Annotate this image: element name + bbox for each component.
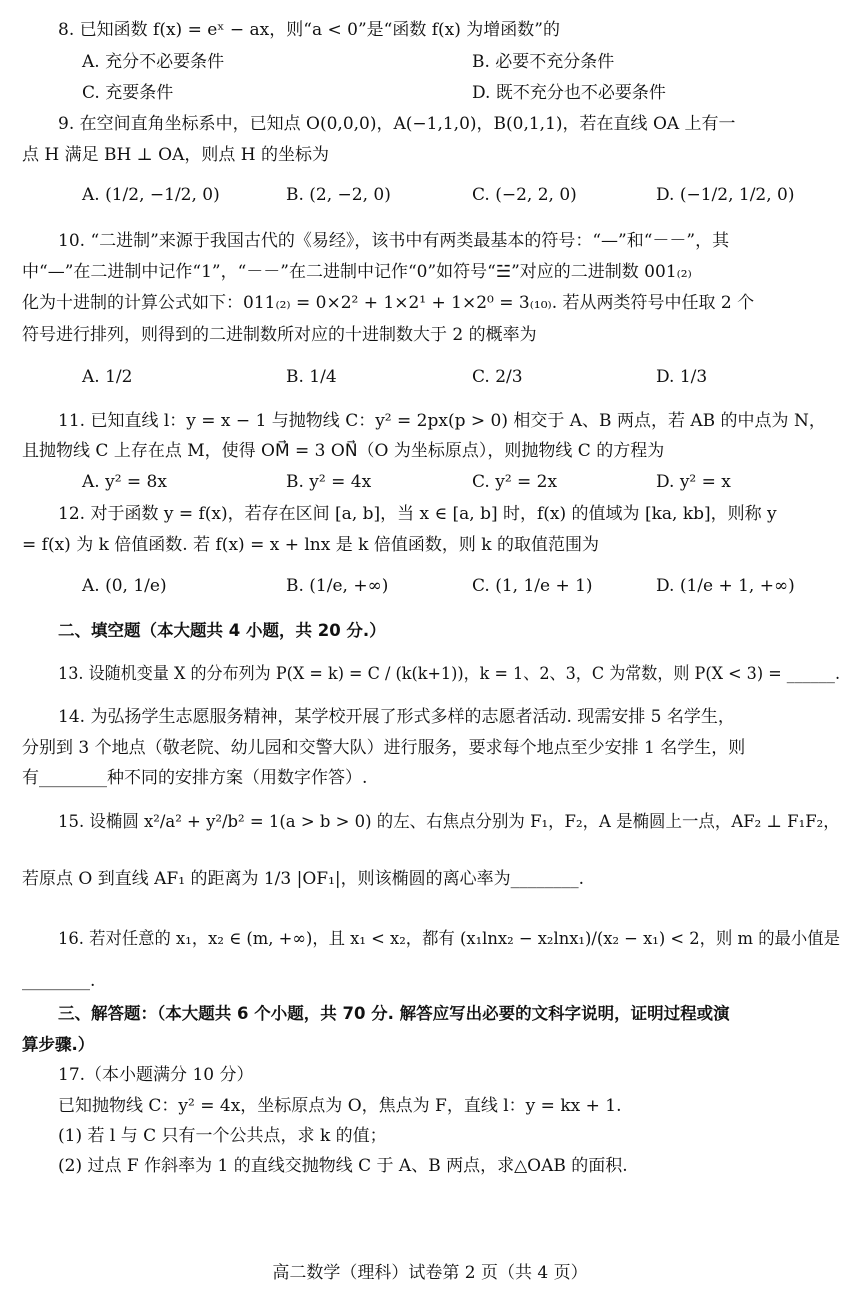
q10-line1: 10. “二进制”来源于我国古代的《易经》，该书中有两类最基本的符号：“—”和“－－”，其 [58, 231, 730, 251]
section3-heading-line1: 三、解答题：（本大题共 6 个小题，共 70 分. 解答应写出必要的文科字说明，证明过程或演 [58, 1004, 730, 1023]
q10-option-b: B. 1/4 [286, 367, 337, 387]
q11-option-d: D. y² = x [656, 472, 731, 492]
q12-line1: 12. 对于函数 y = f(x)，若存在区间 [a, b]，当 x ∈ [a, b] 时，f(x) 的值域为 [ka, kb]，则称 y [58, 504, 777, 524]
q12-option-d: D. (1/e + 1, +∞) [656, 576, 795, 596]
q8-stem: 8. 已知函数 f(x) = eˣ − ax，则“a < 0”是“函数 f(x) 为增函数”的 [58, 20, 560, 40]
q11-option-b: B. y² = 4x [286, 472, 372, 492]
q17-part2: (2) 过点 F 作斜率为 1 的直线交抛物线 C 于 A、B 两点，求△OAB 的面积. [58, 1156, 628, 1176]
q9-stem-line2: 点 H 满足 BH ⊥ OA，则点 H 的坐标为 [22, 145, 329, 165]
q16-line1: 16. 若对任意的 x₁，x₂ ∈ (m, +∞)，且 x₁ < x₂，都有 (x₁lnx₂ − x₂lnx₁)/(x₂ − x₁) < 2，则 m 的最小值是 [58, 929, 840, 949]
q12-option-a: A. (0, 1/e) [82, 576, 167, 596]
q10-option-d: D. 1/3 [656, 367, 708, 387]
section3-heading-line2: 算步骤.） [22, 1035, 95, 1054]
q10-option-a: A. 1/2 [82, 367, 133, 387]
q9-option-d: D. (−1/2, 1/2, 0) [656, 185, 795, 205]
q13-stem: 13. 设随机变量 X 的分布列为 P(X = k) = C / (k(k+1))，k = 1、2、3，C 为常数，则 P(X < 3) = ______. [58, 664, 841, 684]
q14-line2: 分别到 3 个地点（敬老院、幼儿园和交警大队）进行服务，要求每个地点至少安排 1 名学生，则 [22, 738, 746, 758]
q17-part1: (1) 若 l 与 C 只有一个公共点，求 k 的值； [58, 1126, 387, 1146]
q11-option-a: A. y² = 8x [82, 472, 167, 492]
q8-option-b: B. 必要不充分条件 [472, 52, 615, 72]
q10-line2: 中“—”在二进制中记作“1”，“－－”在二进制中记作“0”如符号“☱”对应的二进制数 001₍₂₎ [22, 262, 692, 282]
q10-option-c: C. 2/3 [472, 367, 523, 387]
q11-line1: 11. 已知直线 l：y = x − 1 与抛物线 C：y² = 2px(p > 0) 相交于 A、B 两点，若 AB 的中点为 N， [58, 411, 826, 431]
page-footer: 高二数学（理科）试卷第 2 页（共 4 页） [272, 1263, 588, 1283]
q11-option-c: C. y² = 2x [472, 472, 558, 492]
q9-stem-line1: 9. 在空间直角坐标系中，已知点 O(0,0,0)，A(−1,1,0)，B(0,1,1)，若在直线 OA 上有一 [58, 114, 736, 134]
q17-line1: 已知抛物线 C：y² = 4x，坐标原点为 O，焦点为 F，直线 l：y = kx + 1. [58, 1096, 622, 1116]
q17-header: 17.（本小题满分 10 分） [58, 1065, 254, 1085]
q15-line2: 若原点 O 到直线 AF₁ 的距离为 1/3 |OF₁|，则该椭圆的离心率为________. [22, 869, 585, 889]
q9-option-c: C. (−2, 2, 0) [472, 185, 577, 205]
q12-option-b: B. (1/e, +∞) [286, 576, 389, 596]
q12-option-c: C. (1, 1/e + 1) [472, 576, 593, 596]
q8-option-a: A. 充分不必要条件 [82, 52, 225, 72]
q9-option-b: B. (2, −2, 0) [286, 185, 391, 205]
q11-line2: 且抛物线 C 上存在点 M，使得 OM⃗ = 3 ON⃗（O 为坐标原点），则抛物线 C 的方程为 [22, 441, 665, 461]
q12-line2: = f(x) 为 k 倍值函数. 若 f(x) = x + lnx 是 k 倍值函数，则 k 的取值范围为 [22, 535, 599, 555]
q15-line1: 15. 设椭圆 x²/a² + y²/b² = 1(a > b > 0) 的左、右焦点分别为 F₁，F₂，A 是椭圆上一点，AF₂ ⊥ F₁F₂， [58, 812, 840, 832]
q8-option-c: C. 充要条件 [82, 83, 174, 103]
q9-option-a: A. (1/2, −1/2, 0) [82, 185, 220, 205]
q14-line1: 14. 为弘扬学生志愿服务精神，某学校开展了形式多样的志愿者活动. 现需安排 5 名学生， [58, 707, 735, 727]
q16-line2: ________. [22, 971, 96, 991]
q14-line3: 有________种不同的安排方案（用数字作答）. [22, 768, 368, 788]
q8-option-d: D. 既不充分也不必要条件 [472, 83, 666, 103]
section2-heading: 二、填空题（本大题共 4 小题，共 20 分.） [58, 621, 386, 640]
q10-line4: 符号进行排列，则得到的二进制数所对应的十进制数大于 2 的概率为 [22, 325, 537, 345]
q10-line3: 化为十进制的计算公式如下：011₍₂₎ = 0×2² + 1×2¹ + 1×2⁰ = 3₍₁₀₎. 若从两类符号中任取 2 个 [22, 293, 755, 313]
